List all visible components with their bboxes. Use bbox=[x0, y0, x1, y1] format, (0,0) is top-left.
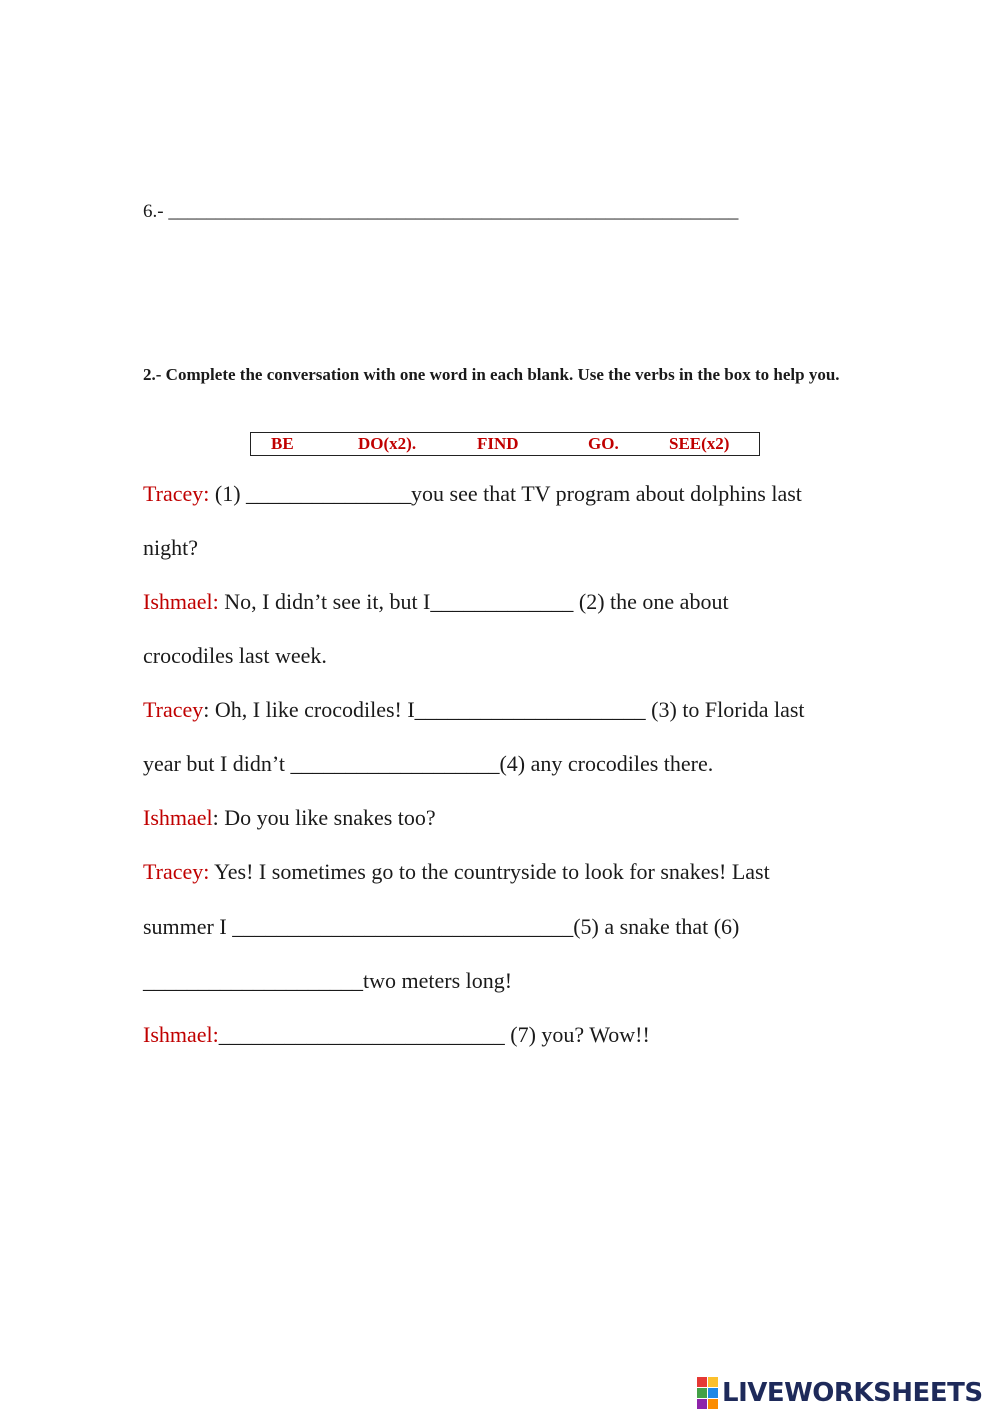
line-text: night? bbox=[143, 535, 198, 560]
logo-mark-icon bbox=[697, 1377, 718, 1409]
liveworksheets-logo bbox=[697, 1378, 983, 1408]
verb-word-box bbox=[250, 432, 760, 456]
logo-square bbox=[697, 1377, 707, 1387]
conversation-line bbox=[143, 968, 512, 994]
speaker-name: Tracey bbox=[143, 697, 204, 722]
conversation-line bbox=[143, 643, 327, 669]
logo-square bbox=[708, 1388, 718, 1398]
speaker-name: Ishmael: bbox=[143, 589, 219, 614]
conversation-line bbox=[143, 751, 713, 777]
line-text: crocodiles last week. bbox=[143, 643, 327, 668]
line-text: : Do you like snakes too? bbox=[212, 805, 436, 830]
logo-square bbox=[697, 1399, 707, 1409]
speaker-name: Ishmael: bbox=[143, 1022, 219, 1047]
speaker-name: Tracey: bbox=[143, 481, 210, 506]
line-text: (1) _______________you see that TV program about dolphins last bbox=[209, 481, 802, 506]
word-box-item-find: FIND bbox=[477, 434, 519, 453]
question-6-answer-line: 6.- ____________________________________________________________ bbox=[143, 201, 739, 222]
conversation-line bbox=[143, 481, 802, 507]
word-box-item-be: BE bbox=[271, 434, 294, 453]
line-text: summer I _______________________________(5) a snake that (6) bbox=[143, 914, 740, 939]
conversation-line bbox=[143, 697, 805, 723]
line-text: __________________________ (7) you? Wow!! bbox=[218, 1022, 650, 1047]
word-box-item-go: GO. bbox=[588, 434, 619, 453]
logo-text: LIVEWORKSHEETS bbox=[722, 1378, 983, 1408]
conversation-line bbox=[143, 589, 729, 615]
logo-square bbox=[708, 1377, 718, 1387]
conversation-line bbox=[143, 914, 739, 940]
word-box-item-see: SEE(x2) bbox=[669, 434, 730, 453]
conversation-line bbox=[143, 535, 198, 561]
logo-square bbox=[697, 1388, 707, 1398]
section-2-instruction: 2.- Complete the conversation with one word in each blank. Use the verbs in the box to help you. bbox=[143, 365, 840, 384]
word-box-item-do: DO(x2). bbox=[358, 434, 417, 453]
line-text: No, I didn’t see it, but I_____________ (2) the one about bbox=[218, 589, 729, 614]
line-text: Yes! I sometimes go to the countryside to look for snakes! Last bbox=[209, 859, 770, 884]
logo-square bbox=[708, 1399, 718, 1409]
conversation-line bbox=[143, 1022, 650, 1048]
conversation-line bbox=[143, 859, 770, 885]
conversation-line bbox=[143, 805, 436, 831]
speaker-name: Tracey: bbox=[143, 859, 210, 884]
speaker-name: Ishmael bbox=[143, 805, 213, 830]
line-text: ____________________two meters long! bbox=[143, 968, 513, 993]
line-text: year but I didn’t ___________________(4) any crocodiles there. bbox=[143, 751, 714, 776]
line-text: : Oh, I like crocodiles! I_____________________ (3) to Florida last bbox=[203, 697, 805, 722]
